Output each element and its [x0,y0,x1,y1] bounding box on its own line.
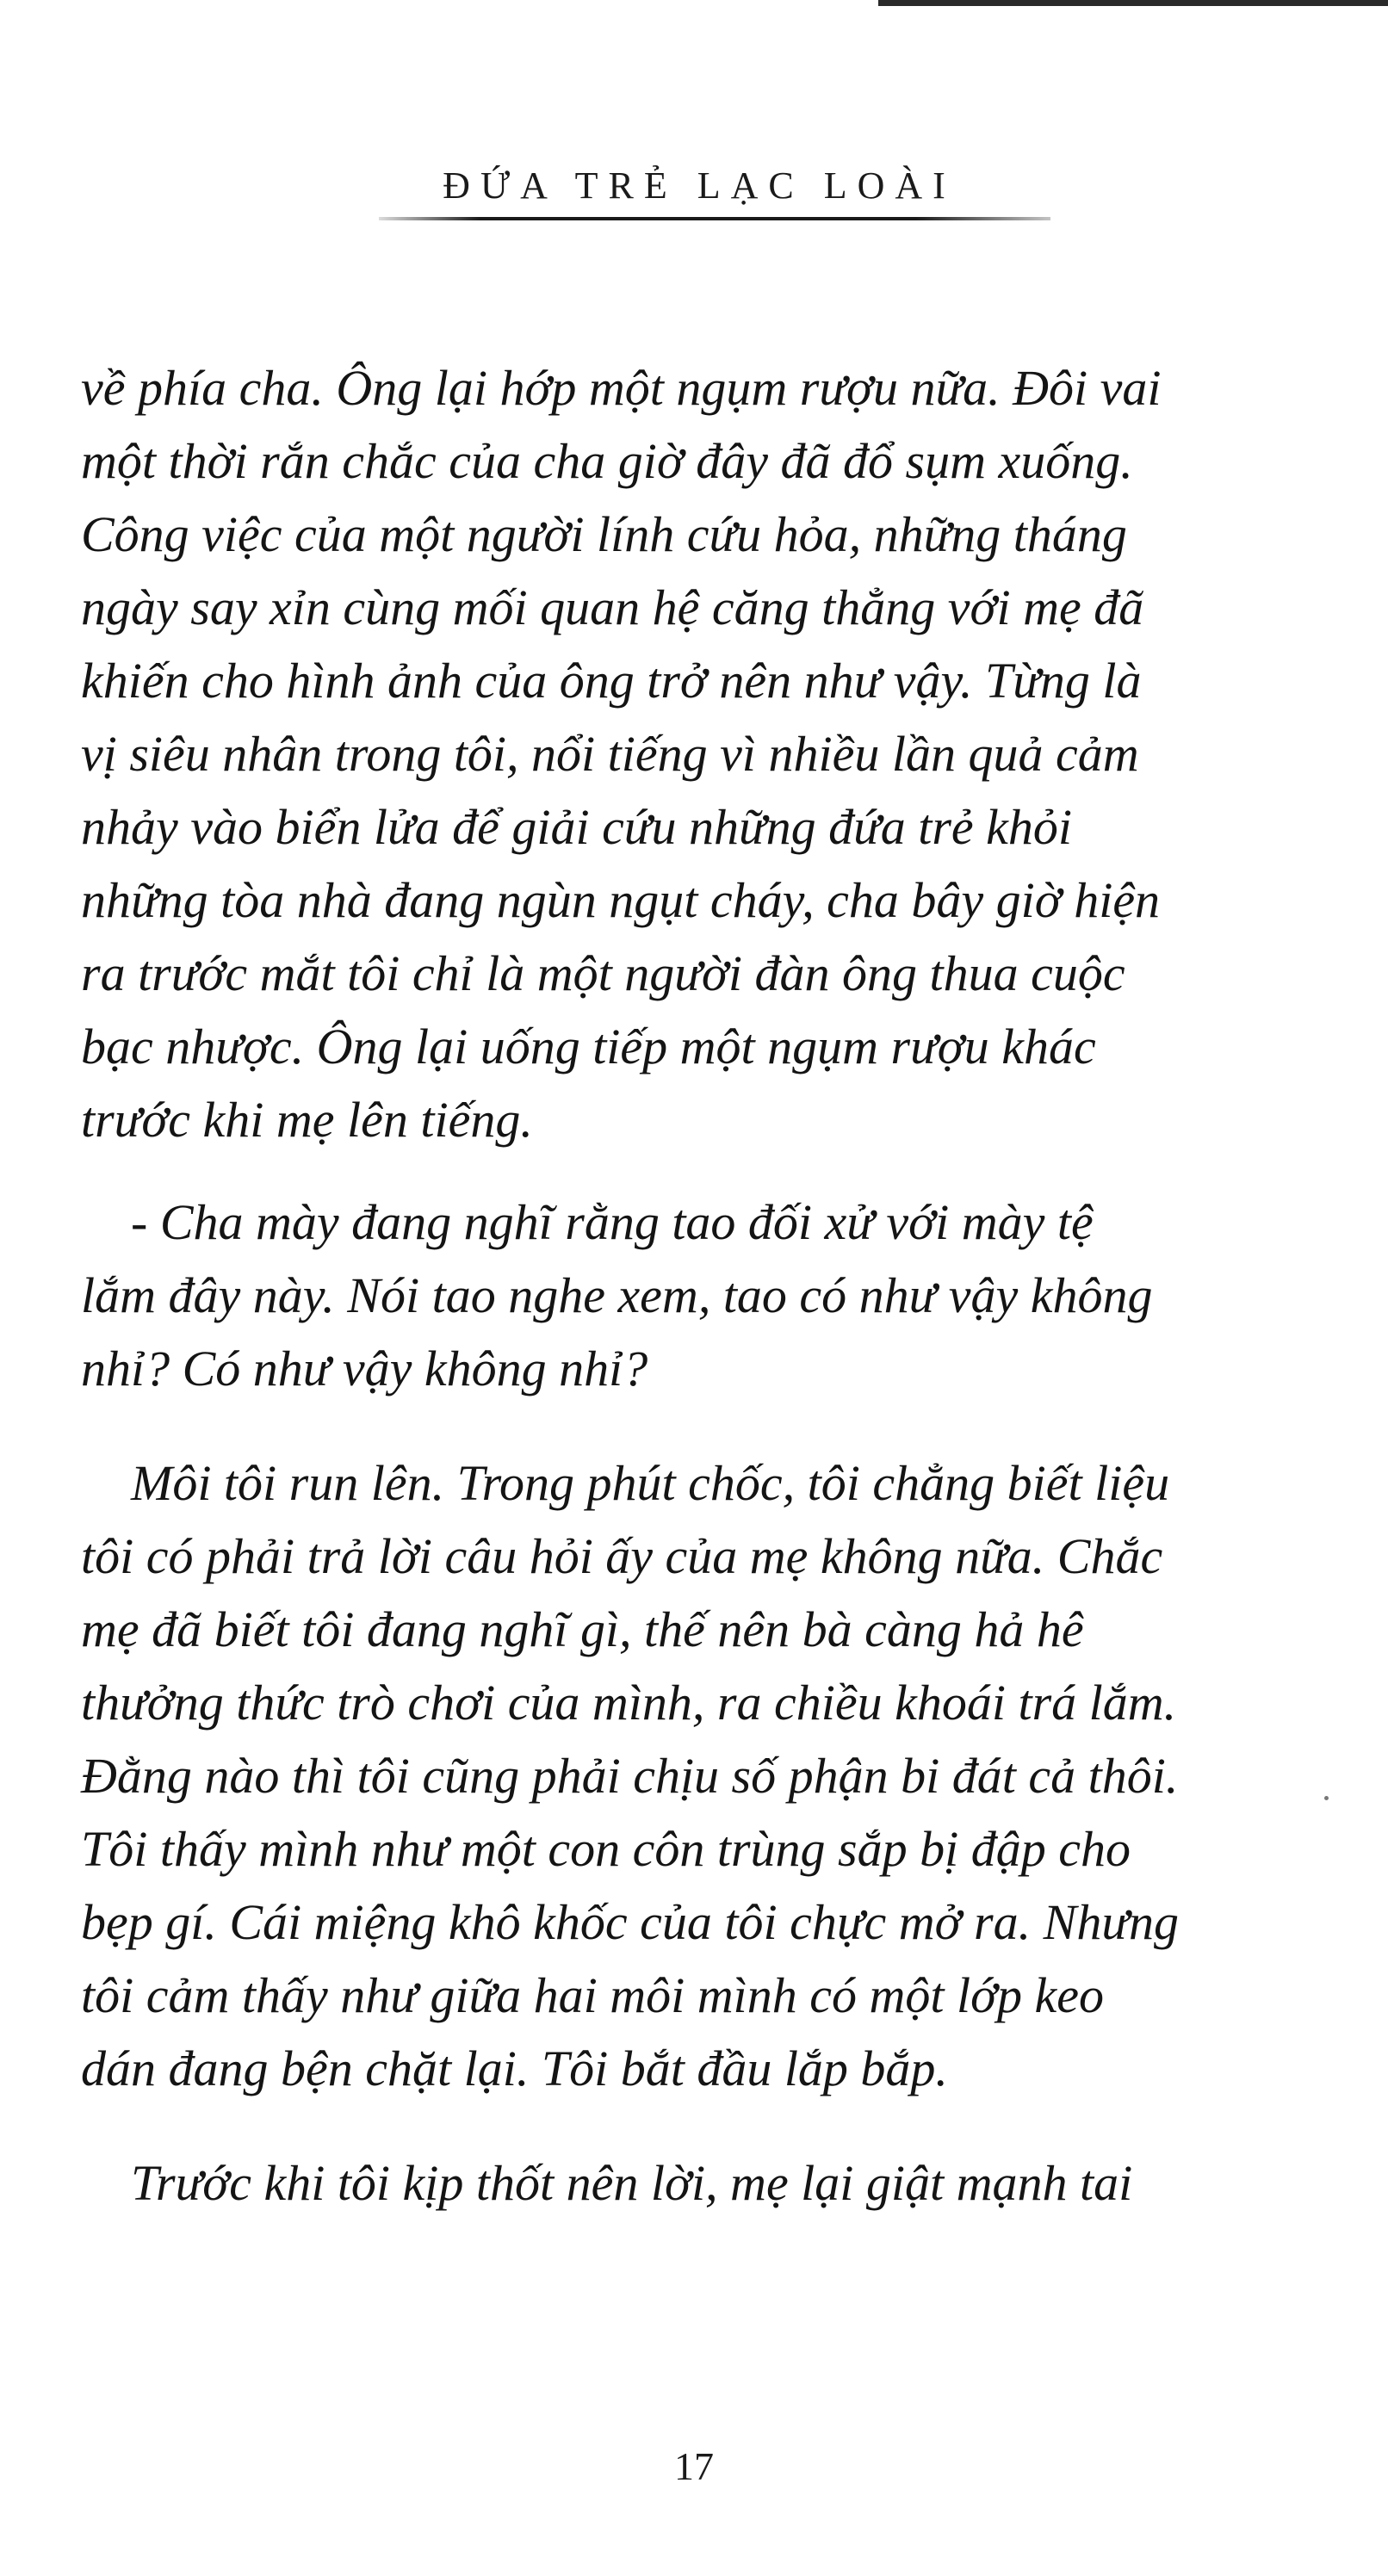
page-header [0,164,1388,207]
text-line: ngày say xỉn cùng mối quan hệ căng thẳng với mẹ đã [81,579,1144,635]
page-number: 17 [674,2444,714,2488]
text-line: tôi có phải trả lời câu hỏi ấy của mẹ không nữa. Chắc [81,1528,1163,1584]
text-line: ra trước mắt tôi chỉ là một người đàn ông thua cuộc [81,945,1125,1001]
text-line: Tôi thấy mình như một con côn trùng sắp bị đập cho [81,1821,1131,1877]
text-line: nhỉ? Có như vậy không nhỉ? [81,1341,648,1396]
text-line: bẹp gí. Cái miệng khô khốc của tôi chực mở ra. Nhưng [81,1894,1179,1950]
text-line: Đằng nào thì tôi cũng phải chịu số phận bi đát cả thôi. [81,1748,1179,1804]
text-line: lắm đây này. Nói tao nghe xem, tao có như vậy không [81,1267,1153,1323]
text-line: về phía cha. Ông lại hớp một ngụm rượu nữa. Đôi vai [81,360,1162,416]
paragraph-2 [81,1186,1252,1405]
top-edge-rule [878,0,1388,6]
text-line: thưởng thức trò chơi của mình, ra chiều khoái trá lắm. [81,1675,1177,1731]
paragraph-4 [81,2146,1252,2220]
text-line: Môi tôi run lên. Trong phút chốc, tôi chẳng biết liệu [81,1455,1170,1511]
print-speck [1324,1796,1329,1800]
running-title: ĐỨA TRẺ LẠC LOÀI [443,164,956,207]
body-text [81,351,1252,2220]
text-line: những tòa nhà đang ngùn ngụt cháy, cha bây giờ hiện [81,872,1161,928]
header-rule [379,217,1050,220]
text-line: - Cha mày đang nghĩ rằng tao đối xử với mày tệ [81,1194,1094,1250]
text-line: dán đang bện chặt lại. Tôi bắt đầu lắp bắp. [81,2040,948,2096]
text-line: nhảy vào biển lửa để giải cứu những đứa trẻ khỏi [81,799,1072,855]
text-line: khiến cho hình ảnh của ông trở nên như vậy. Từng là [81,653,1142,709]
text-line: tôi cảm thấy như giữa hai môi mình có một lớp keo [81,1967,1105,2023]
text-line: một thời rắn chắc của cha giờ đây đã đổ sụm xuống. [81,433,1133,489]
text-line: bạc nhược. Ông lại uống tiếp một ngụm rượu khác [81,1019,1096,1074]
paragraph-1 [81,351,1252,1156]
paragraph-3 [81,1446,1252,2105]
text-line: Công việc của một người lính cứu hỏa, những tháng [81,506,1127,562]
text-line: Trước khi tôi kịp thốt nên lời, mẹ lại giật mạnh tai [81,2155,1133,2211]
text-line: vị siêu nhân trong tôi, nổi tiếng vì nhiều lần quả cảm [81,726,1139,782]
text-line: mẹ đã biết tôi đang nghĩ gì, thế nên bà càng hả hê [81,1601,1084,1657]
text-line: trước khi mẹ lên tiếng. [81,1092,533,1148]
